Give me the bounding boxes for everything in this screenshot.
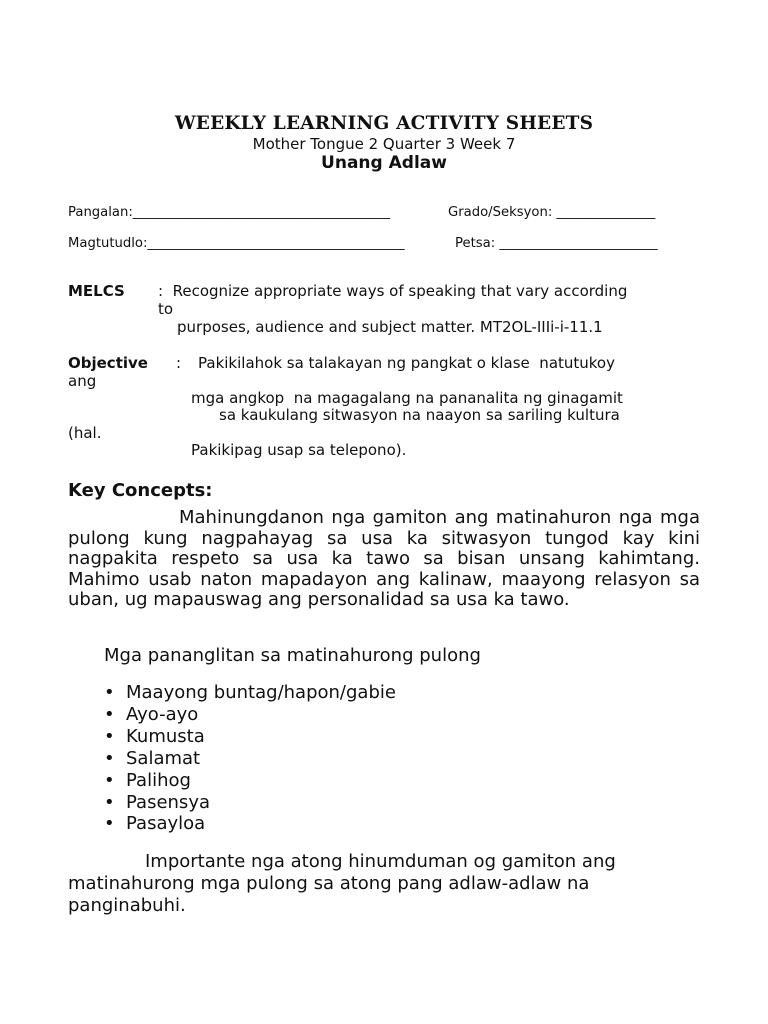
example-text: Salamat — [126, 747, 201, 769]
objective-text-line: (hal. — [68, 424, 102, 442]
objective-text-line: Pakikilahok sa talakayan ng pangkat o klase natutukoy — [198, 354, 615, 372]
example-list-item — [104, 792, 396, 814]
bullet-icon: • — [104, 682, 115, 703]
bullet-icon: • — [104, 747, 115, 769]
closing-paragraph — [68, 851, 700, 917]
date-field: Petsa: ________________________ — [455, 236, 658, 251]
day-heading: Unang Adlaw — [321, 153, 447, 173]
objective-text-line: mga angkop na magagalang na pananalita ng ginagamit — [191, 389, 623, 407]
melcs-text-line: to — [158, 300, 174, 318]
bullet-icon: • — [104, 769, 115, 791]
document-subtitle: Mother Tongue 2 Quarter 3 Week 7 — [252, 135, 516, 153]
key-concepts-heading: Key Concepts: — [68, 480, 213, 501]
example-list-item — [104, 813, 396, 835]
examples-heading: Mga pananglitan sa matinahurong pulong — [104, 645, 481, 666]
example-list-item — [104, 682, 396, 704]
example-text: Maayong buntag/hapon/gabie — [126, 682, 396, 703]
example-text: Pasensya — [126, 791, 210, 813]
grade-section-field: Grado/Seksyon: _______________ — [448, 205, 656, 220]
example-text: Kumusta — [126, 725, 205, 747]
example-list-item — [104, 704, 396, 726]
objective-colon: : — [176, 354, 182, 372]
example-text: Palihog — [126, 769, 191, 791]
bullet-icon: • — [104, 725, 115, 747]
examples-list — [104, 682, 396, 835]
objective-text-line: ang — [68, 372, 97, 390]
example-text: Ayo-ayo — [126, 703, 199, 725]
key-concepts-text: Mahinungdanon nga gamiton ang matinahuron nga mga pulong kung nagpahayag sa usa ka sitwasyon tungod kay kini nagpakita respeto sa usa ka tawo sa bisan unsang kahimtang. Mahimo usab naton mapadayon ang kalinaw, maayong relasyon sa uban, ug mapauswag ang personalidad sa usa ka tawo. — [68, 507, 700, 611]
document-title: WEEKLY LEARNING ACTIVITY SHEETS — [174, 113, 594, 134]
example-text: Pasayloa — [126, 813, 206, 835]
example-list-item — [104, 726, 396, 748]
melcs-text-line: : Recognize appropriate ways of speaking that vary according — [158, 282, 628, 300]
objective-text-line: Pakikipag usap sa telepono). — [191, 441, 407, 459]
objective-label: Objective — [68, 354, 148, 372]
teacher-field: Magtutudlo:_______________________________________ — [68, 236, 405, 251]
bullet-icon: • — [104, 703, 115, 725]
bullet-icon: • — [104, 791, 115, 813]
bullet-icon: • — [104, 813, 115, 835]
closing-text: Importante nga atong hinumduman og gamiton ang matinahurong mga pulong sa atong pang adlaw-adlaw na panginabuhi. — [68, 851, 616, 916]
example-list-item — [104, 770, 396, 792]
melcs-label: MELCS — [68, 282, 125, 300]
melcs-text-line: purposes, audience and subject matter. MT2OL-IIIi-i-11.1 — [177, 318, 603, 336]
key-concepts-paragraph — [68, 508, 700, 611]
example-list-item — [104, 748, 396, 770]
name-field: Pangalan:_______________________________________ — [68, 205, 390, 220]
objective-text-line: sa kaukulang sitwasyon na naayon sa sariling kultura — [219, 406, 620, 424]
